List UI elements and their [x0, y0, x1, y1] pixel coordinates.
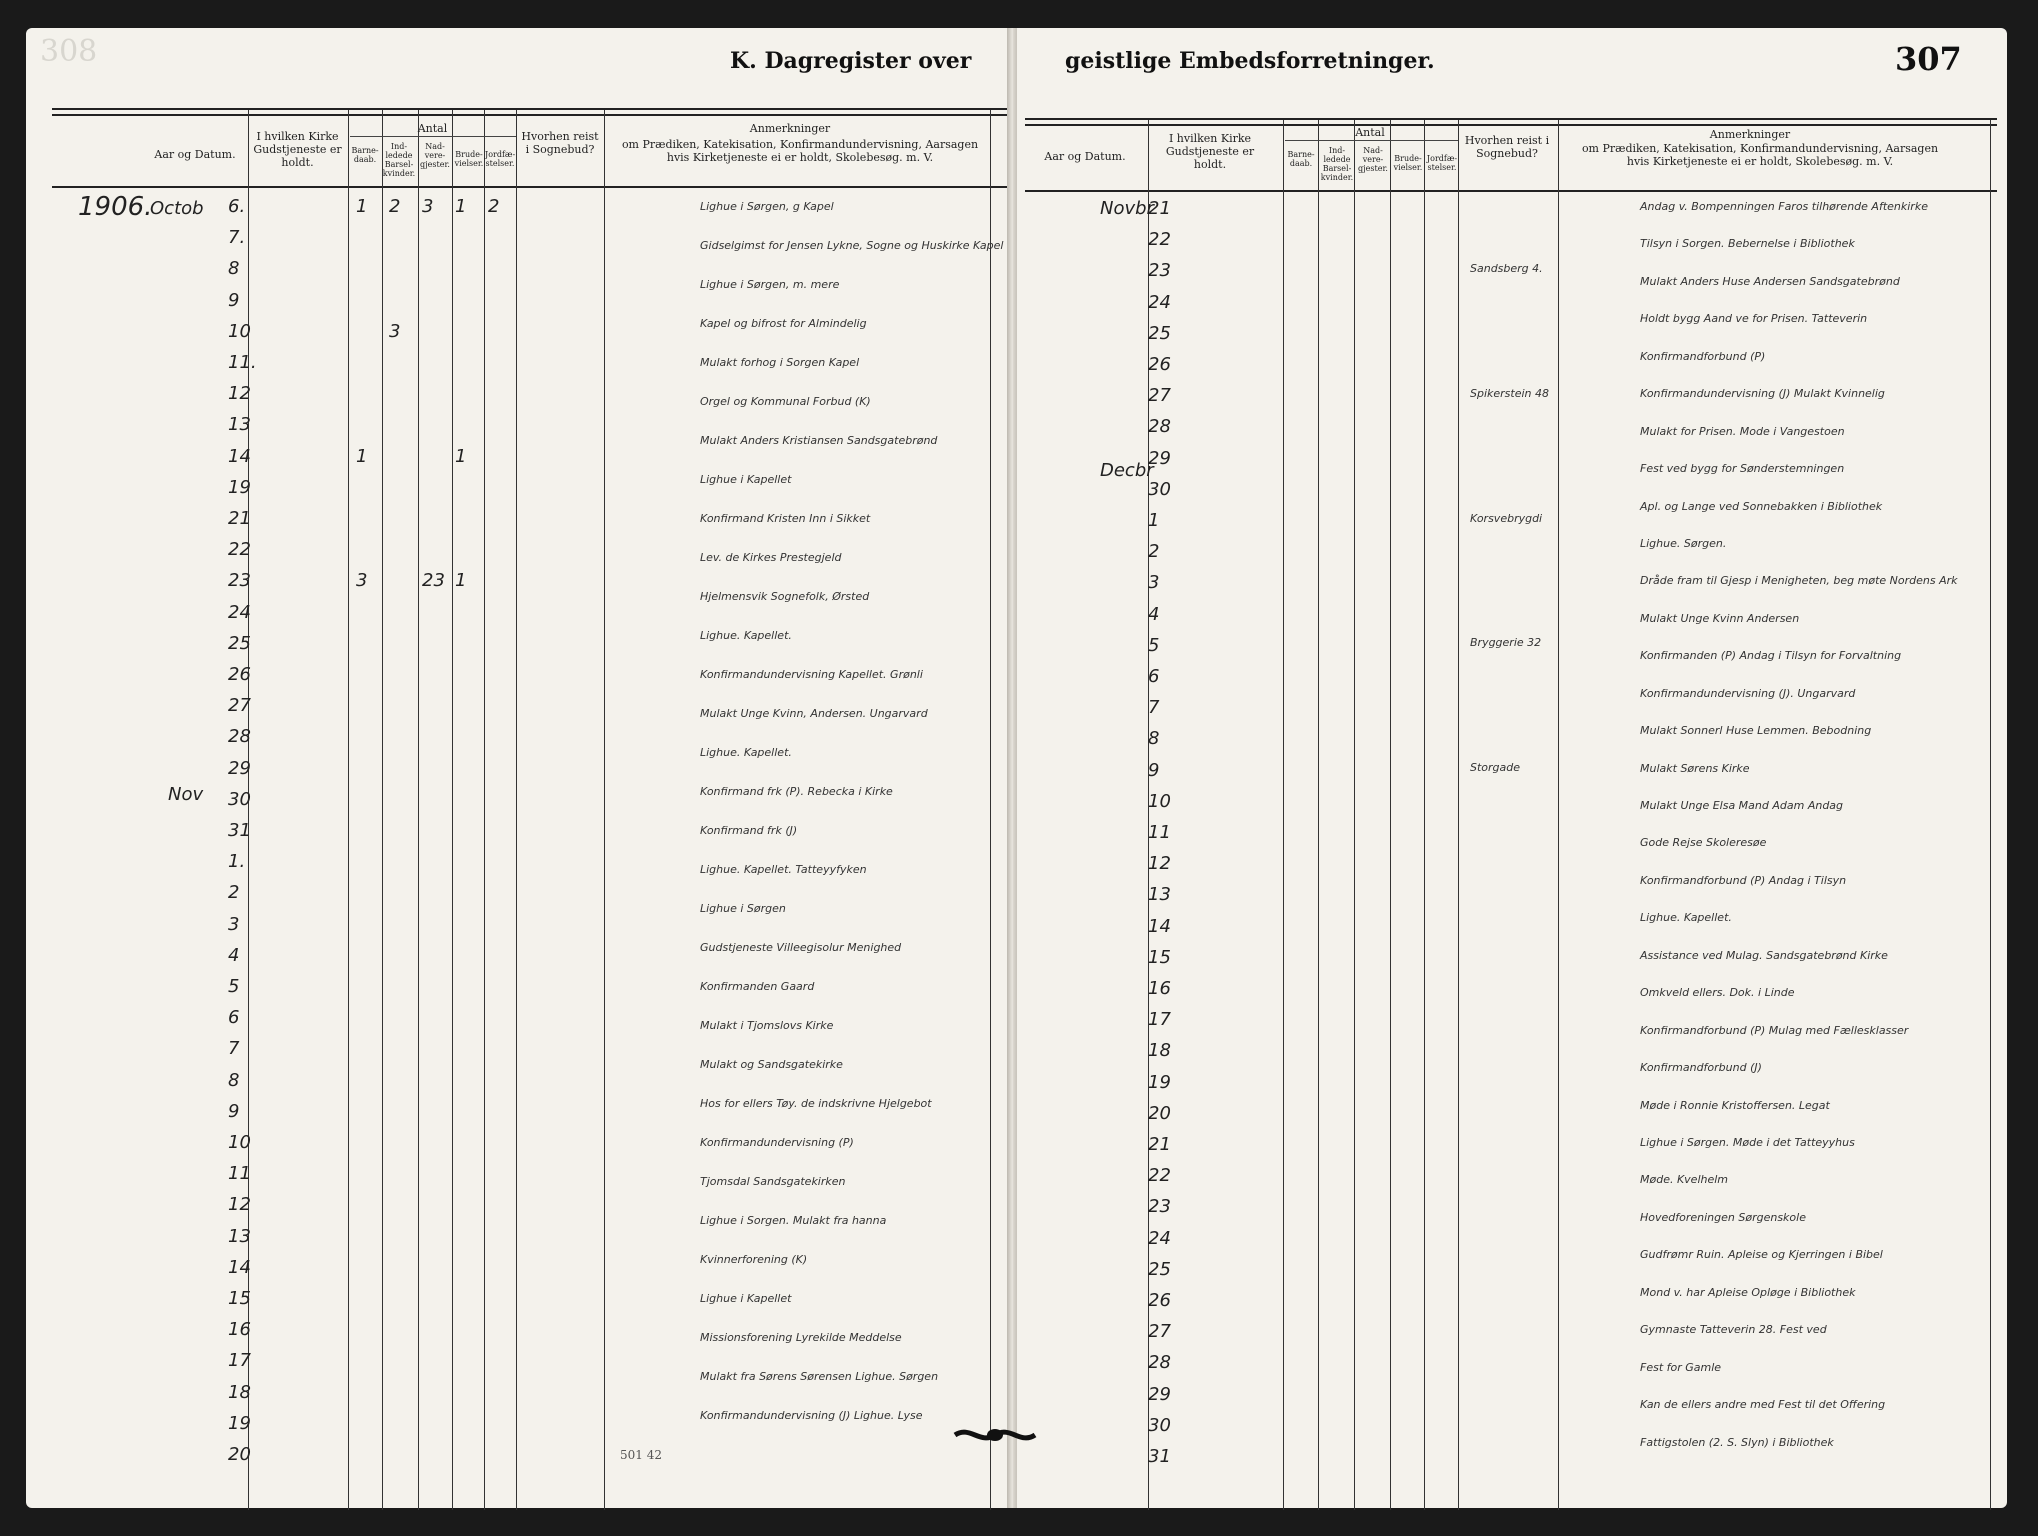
- antal-cell-left: 3: [389, 320, 401, 342]
- header-jordfaestelser-left: Jordfæ-stelser.: [485, 150, 516, 168]
- remark-cell-right: Mulakt for Prisen. Mode i Vangestoen: [1640, 424, 1845, 438]
- date-cell-right: 25: [1148, 322, 1171, 344]
- date-cell-left: 2: [228, 882, 240, 904]
- date-cell-right: 8: [1148, 728, 1160, 750]
- header-kirke-right: I hvilken Kirke Gudstjeneste er holdt.: [1165, 132, 1255, 171]
- left-column-rule: [348, 110, 349, 1510]
- remark-cell-right: Assistance ved Mulag. Sandsgatebrønd Kirke: [1640, 948, 1888, 962]
- date-cell-right: 23: [1148, 260, 1171, 282]
- date-cell-left: 19: [228, 476, 251, 498]
- date-cell-left: 1.: [228, 851, 246, 873]
- header-antal-left: Antal: [417, 122, 448, 135]
- left-top-rule-2: [52, 114, 1007, 116]
- remark-cell-right: Dråde fram til Gjesp i Menigheten, beg møte Nordens Ark: [1640, 574, 1958, 588]
- page-number: 307: [1895, 40, 1962, 78]
- header-reist-left: Hvorhen reist i Sognebud?: [521, 130, 599, 156]
- remark-cell-left: Mulakt Unge Kvinn, Andersen. Ungarvard: [700, 707, 928, 720]
- remark-cell-right: Gymnaste Tatteverin 28. Fest ved: [1640, 1323, 1827, 1337]
- date-cell-left: 22: [228, 539, 251, 561]
- remark-cell-left: Lighue. Kapellet.: [700, 746, 792, 759]
- date-cell-left: 23: [228, 570, 251, 592]
- header-aar-right: Aar og Datum.: [1044, 150, 1126, 163]
- remark-cell-left: Lighue i Kapellet: [700, 473, 792, 486]
- date-cell-left: 28: [228, 726, 251, 748]
- left-column-rule: [604, 110, 605, 1510]
- date-cell-left: 27: [228, 695, 251, 717]
- remark-cell-right: Konfirmandforbund (P): [1640, 349, 1766, 363]
- antal-cell-left: 2: [389, 196, 401, 217]
- date-cell-right: 13: [1148, 884, 1171, 906]
- remark-cell-left: Lev. de Kirkes Prestegjeld: [700, 551, 842, 564]
- header-barsel-left: Ind-ledede Barsel-kvinder.: [382, 142, 416, 178]
- date-cell-right: 22: [1148, 229, 1171, 251]
- date-cell-right: 3: [1148, 572, 1160, 594]
- remark-cell-left: Kapel og bifrost for Almindelig: [700, 317, 867, 330]
- date-cell-right: 9: [1148, 759, 1160, 781]
- remark-cell-right: Konfirmandforbund (J): [1640, 1061, 1762, 1075]
- date-cell-right: 29: [1148, 1383, 1171, 1405]
- left-top-rule: [52, 108, 1007, 110]
- remark-cell-left: Missionsforening Lyrekilde Meddelse: [700, 1331, 902, 1344]
- right-column-rule: [1318, 120, 1319, 1510]
- month-label-left-2: Nov: [168, 784, 204, 805]
- remark-cell-left: Hos for ellers Tøy. de indskrivne Hjelgebot: [700, 1097, 932, 1110]
- date-cell-right: 14: [1148, 915, 1171, 937]
- right-header-bottom-rule: [1025, 190, 1997, 192]
- remark-cell-left: Tjomsdal Sandsgatekirken: [700, 1175, 846, 1188]
- antal-subheader-rule: [1285, 140, 1458, 141]
- remark-cell-left: Hjelmensvik Sognefolk, Ørsted: [700, 590, 870, 603]
- date-cell-left: 8: [228, 258, 240, 280]
- date-cell-right: 28: [1148, 1352, 1171, 1374]
- remark-cell-left: Lighue i Sorgen. Mulakt fra hanna: [700, 1214, 887, 1227]
- date-cell-left: 20: [228, 1444, 251, 1465]
- header-anmerkninger-left: Anmerkninger: [749, 122, 831, 135]
- remark-cell-right: Møde. Kvelhelm: [1640, 1173, 1729, 1187]
- date-cell-right: 11: [1148, 822, 1171, 843]
- date-cell-left: 11.: [228, 352, 257, 373]
- remark-cell-right: Konfirmandundervisning (J) Mulakt Kvinnelig: [1640, 387, 1885, 401]
- date-cell-left: 19: [228, 1412, 251, 1434]
- date-cell-right: 2: [1148, 541, 1160, 563]
- header-barsel-right: Ind-ledede Barsel-kvinder.: [1320, 146, 1354, 182]
- remark-cell-right: Konfirmandforbund (P) Mulag med Fællesklasser: [1640, 1023, 1909, 1037]
- date-cell-left: 6.: [228, 196, 246, 217]
- ink-flourish-icon: [950, 1420, 1040, 1450]
- right-column-rule: [1424, 120, 1425, 1510]
- date-cell-left: 15: [228, 1288, 251, 1309]
- date-cell-left: 4: [228, 944, 240, 966]
- remark-cell-right: Fest ved bygg for Sønderstemningen: [1640, 462, 1845, 476]
- archive-stamp: 501 42: [620, 1448, 662, 1462]
- date-cell-left: 12: [228, 1194, 251, 1216]
- month-label-right-2: Decbr: [1100, 460, 1154, 481]
- date-cell-left: 29: [228, 757, 251, 779]
- date-cell-right: 21: [1148, 1134, 1171, 1155]
- date-cell-right: 21: [1148, 198, 1171, 219]
- date-cell-left: 13: [228, 1225, 251, 1247]
- header-aar-left: Aar og Datum.: [154, 148, 236, 161]
- remark-cell-right: Omkveld ellers. Dok. i Linde: [1640, 986, 1795, 1000]
- reist-cell-right: Bryggerie 32: [1470, 636, 1542, 650]
- remark-cell-left: Mulakt i Tjomslovs Kirke: [700, 1019, 834, 1032]
- reist-cell-right: Storgade: [1470, 761, 1521, 775]
- remark-cell-left: Gidselgimst for Jensen Lykne, Sogne og Huskirke Kapel: [700, 239, 1004, 252]
- ghost-page-number: 308: [40, 34, 98, 69]
- date-cell-right: 7: [1148, 697, 1160, 719]
- date-cell-left: 17: [228, 1350, 251, 1372]
- remark-cell-right: Kan de ellers andre med Fest til det Offering: [1640, 1398, 1886, 1412]
- date-cell-right: 26: [1148, 1290, 1171, 1311]
- antal-cell-left: 1: [455, 445, 467, 467]
- reist-cell-right: Spikerstein 48: [1470, 386, 1550, 400]
- remark-cell-right: Møde i Ronnie Kristoffersen. Legat: [1640, 1098, 1830, 1112]
- remark-cell-right: Mulakt Unge Kvinn Andersen: [1640, 611, 1800, 625]
- remark-cell-right: Mond v. har Apleise Opløge i Bibliothek: [1640, 1285, 1856, 1299]
- date-cell-left: 14: [228, 445, 251, 467]
- date-cell-right: 28: [1148, 416, 1171, 438]
- left-column-rule: [990, 110, 991, 1510]
- date-cell-right: 1: [1148, 510, 1160, 531]
- date-cell-right: 24: [1148, 1227, 1171, 1249]
- date-cell-left: 21: [228, 508, 251, 529]
- antal-cell-left: 1: [455, 570, 467, 592]
- date-cell-right: 5: [1148, 634, 1160, 656]
- header-anm-body-right: om Prædiken, Katekisation, Konfirmandundervisning, Aarsagen hvis Kirketjeneste ei er holdt, Skolebesøg. m. V.: [1581, 142, 1939, 168]
- right-column-rule: [1558, 120, 1559, 1510]
- date-cell-right: 10: [1148, 790, 1171, 812]
- header-anmerkninger-right: Anmerkninger: [1709, 128, 1791, 141]
- month-label-right-1: Novbr: [1100, 198, 1154, 219]
- remark-cell-right: Lighue. Kapellet.: [1640, 911, 1732, 925]
- date-cell-right: 29: [1148, 447, 1171, 469]
- date-cell-right: 30: [1148, 478, 1171, 500]
- left-column-rule: [382, 110, 383, 1510]
- antal-subheader-rule: [350, 136, 516, 137]
- remark-cell-left: Gudstjeneste Villeegisolur Menighed: [700, 941, 902, 954]
- header-brudevielser-right: Brude-vielser.: [1393, 154, 1423, 172]
- month-label-left-1: Octob: [150, 198, 204, 219]
- date-cell-right: 17: [1148, 1009, 1171, 1031]
- date-cell-left: 5: [228, 976, 240, 997]
- date-cell-left: 11: [228, 1163, 251, 1185]
- remark-cell-right: Hovedforeningen Sørgenskole: [1640, 1210, 1806, 1224]
- remark-cell-left: Mulakt forhog i Sorgen Kapel: [700, 356, 860, 369]
- remark-cell-right: Holdt bygg Aand ve for Prisen. Tatteverin: [1640, 312, 1868, 326]
- date-cell-left: 30: [228, 788, 251, 810]
- remark-cell-left: Lighue. Kapellet.: [700, 629, 792, 642]
- date-cell-right: 19: [1148, 1071, 1171, 1093]
- date-cell-left: 3: [228, 913, 240, 935]
- left-column-rule: [484, 110, 485, 1510]
- remark-cell-right: Konfirmandforbund (P) Andag i Tilsyn: [1640, 873, 1847, 887]
- header-kirke-left: I hvilken Kirke Gudstjeneste er holdt.: [253, 130, 342, 169]
- right-top-rule: [1025, 118, 1997, 120]
- date-cell-right: 18: [1148, 1040, 1171, 1062]
- remark-cell-left: Konfirmandundervisning (P): [700, 1136, 854, 1149]
- left-column-rule: [418, 110, 419, 1510]
- remark-cell-right: Tilsyn i Sorgen. Bebernelse i Bibliothek: [1640, 237, 1855, 251]
- page-title-right: geistlige Embedsforretninger.: [1065, 48, 1435, 74]
- remark-cell-right: Mulakt Anders Huse Andersen Sandsgatebrønd: [1640, 274, 1900, 288]
- header-reist-right: Hvorhen reist i Sognebud?: [1464, 134, 1550, 160]
- remark-cell-left: Kvinnerforening (K): [700, 1253, 808, 1266]
- date-cell-left: 14: [228, 1256, 251, 1278]
- remark-cell-right: Lighue i Sørgen. Møde i det Tatteyyhus: [1640, 1136, 1855, 1149]
- remark-cell-left: Lighue i Sørgen, g Kapel: [700, 200, 834, 213]
- right-column-rule: [1354, 120, 1355, 1510]
- reist-cell-right: Korsvebrygdi: [1470, 511, 1543, 525]
- remark-cell-right: Gode Rejse Skoleresøe: [1640, 836, 1767, 850]
- antal-cell-left: 2: [488, 196, 500, 217]
- date-cell-left: 13: [228, 414, 251, 436]
- right-column-rule: [1283, 120, 1284, 1510]
- date-cell-right: 23: [1148, 1196, 1171, 1218]
- header-antal-right: Antal: [1355, 126, 1385, 139]
- date-cell-left: 10: [228, 1132, 251, 1153]
- remark-cell-left: Lighue i Kapellet: [700, 1292, 792, 1305]
- remark-cell-left: Mulakt Anders Kristiansen Sandsgatebrønd: [700, 434, 938, 447]
- remark-cell-left: Orgel og Kommunal Forbud (K): [700, 395, 871, 408]
- antal-cell-left: 1: [356, 196, 368, 217]
- antal-cell-left: 1: [356, 445, 368, 467]
- remark-cell-right: Apl. og Lange ved Sonnebakken i Bibliothek: [1640, 499, 1883, 513]
- right-column-rule: [1390, 120, 1391, 1510]
- date-cell-left: 24: [228, 601, 251, 623]
- date-cell-right: 25: [1148, 1258, 1171, 1280]
- remark-cell-left: Mulakt og Sandsgatekirke: [700, 1058, 843, 1071]
- remark-cell-left: Lighue i Sørgen, m. mere: [700, 278, 840, 291]
- date-cell-right: 6: [1148, 666, 1160, 687]
- date-cell-right: 22: [1148, 1165, 1171, 1187]
- reist-cell-right: Sandsberg 4.: [1470, 262, 1543, 275]
- remark-cell-right: Konfirmanden (P) Andag i Tilsyn for Forvaltning: [1640, 649, 1902, 663]
- header-nadvere-left: Nad-vere-gjester.: [420, 142, 450, 169]
- header-nadvere-right: Nad-vere-gjester.: [1358, 146, 1388, 173]
- antal-cell-left: 3: [422, 196, 434, 217]
- date-cell-left: 9: [228, 289, 240, 311]
- remark-cell-left: Konfirmand frk (P). Rebecka i Kirke: [700, 785, 893, 798]
- antal-cell-left: 1: [455, 196, 467, 217]
- remark-cell-left: Konfirmand frk (J): [700, 824, 798, 837]
- right-top-rule-2: [1025, 124, 1997, 126]
- remark-cell-right: Konfirmandundervisning (J). Ungarvard: [1640, 686, 1856, 700]
- date-cell-left: 31: [228, 820, 251, 841]
- date-cell-left: 18: [228, 1381, 251, 1403]
- date-cell-left: 7: [228, 1038, 240, 1060]
- date-cell-right: 27: [1148, 1321, 1171, 1343]
- page-title-left: K. Dagregister over: [730, 48, 972, 74]
- date-cell-right: 27: [1148, 385, 1171, 407]
- left-header-bottom-rule: [52, 186, 1007, 188]
- date-cell-right: 4: [1148, 603, 1160, 625]
- right-column-rule: [1990, 120, 1991, 1510]
- left-column-rule: [452, 110, 453, 1510]
- date-cell-left: 12: [228, 383, 251, 405]
- year-label: 1906.: [78, 192, 153, 222]
- date-cell-right: 30: [1148, 1414, 1171, 1436]
- antal-cell-left: 3: [356, 570, 368, 592]
- date-cell-right: 16: [1148, 978, 1171, 999]
- remark-cell-right: Andag v. Bompenningen Faros tilhørende Aftenkirke: [1640, 200, 1928, 213]
- date-cell-left: 8: [228, 1069, 240, 1091]
- header-barnedaab-left: Barne-daab.: [351, 146, 379, 164]
- date-cell-right: 26: [1148, 354, 1171, 375]
- remark-cell-left: Konfirmandundervisning Kapellet. Grønli: [700, 668, 923, 681]
- remark-cell-left: Konfirmanden Gaard: [700, 980, 815, 993]
- date-cell-left: 6: [228, 1007, 240, 1029]
- header-anm-body-left: om Prædiken, Katekisation, Konfirmandundervisning, Aarsagen hvis Kirketjeneste ei er holdt, Skolebesøg. m. V.: [621, 138, 979, 164]
- date-cell-left: 9: [228, 1100, 240, 1122]
- date-cell-right: 24: [1148, 291, 1171, 313]
- remark-cell-left: Mulakt fra Sørens Sørensen Lighue. Sørgen: [700, 1370, 939, 1383]
- remark-cell-right: Mulakt Sonnerl Huse Lemmen. Bebodning: [1640, 724, 1872, 738]
- date-cell-right: 15: [1148, 946, 1171, 968]
- remark-cell-left: Lighue i Sørgen: [700, 902, 786, 915]
- date-cell-left: 26: [228, 664, 251, 685]
- remark-cell-left: Konfirmand Kristen Inn i Sikket: [700, 512, 871, 525]
- right-column-rule: [1458, 120, 1459, 1510]
- date-cell-left: 7.: [228, 227, 246, 249]
- remark-cell-right: Gudfrømr Ruin. Apleise og Kjerringen i Bibel: [1640, 1248, 1883, 1262]
- remark-cell-left: Lighue. Kapellet. Tatteyyfyken: [700, 863, 867, 876]
- date-cell-right: 31: [1148, 1446, 1171, 1467]
- remark-cell-right: Lighue. Sørgen.: [1640, 536, 1727, 550]
- date-cell-left: 16: [228, 1319, 251, 1341]
- remark-cell-left: Konfirmandundervisning (J) Lighue. Lyse: [700, 1409, 923, 1422]
- antal-cell-left: 23: [422, 570, 445, 592]
- header-brudevielser-left: Brude-vielser.: [454, 150, 484, 168]
- left-column-rule: [516, 110, 517, 1510]
- date-cell-right: 20: [1148, 1102, 1171, 1124]
- remark-cell-right: Fest for Gamle: [1640, 1360, 1722, 1374]
- header-jordfaestelser-right: Jordfæ-stelser.: [1426, 154, 1458, 172]
- header-barnedaab-right: Barne-daab.: [1287, 150, 1315, 168]
- date-cell-right: 12: [1148, 853, 1171, 875]
- remark-cell-right: Mulakt Sørens Kirke: [1640, 761, 1750, 775]
- date-cell-left: 10: [228, 320, 251, 342]
- remark-cell-right: Fattigstolen (2. S. Slyn) i Bibliothek: [1640, 1435, 1834, 1449]
- date-cell-left: 25: [228, 632, 251, 654]
- remark-cell-right: Mulakt Unge Elsa Mand Adam Andag: [1640, 799, 1844, 813]
